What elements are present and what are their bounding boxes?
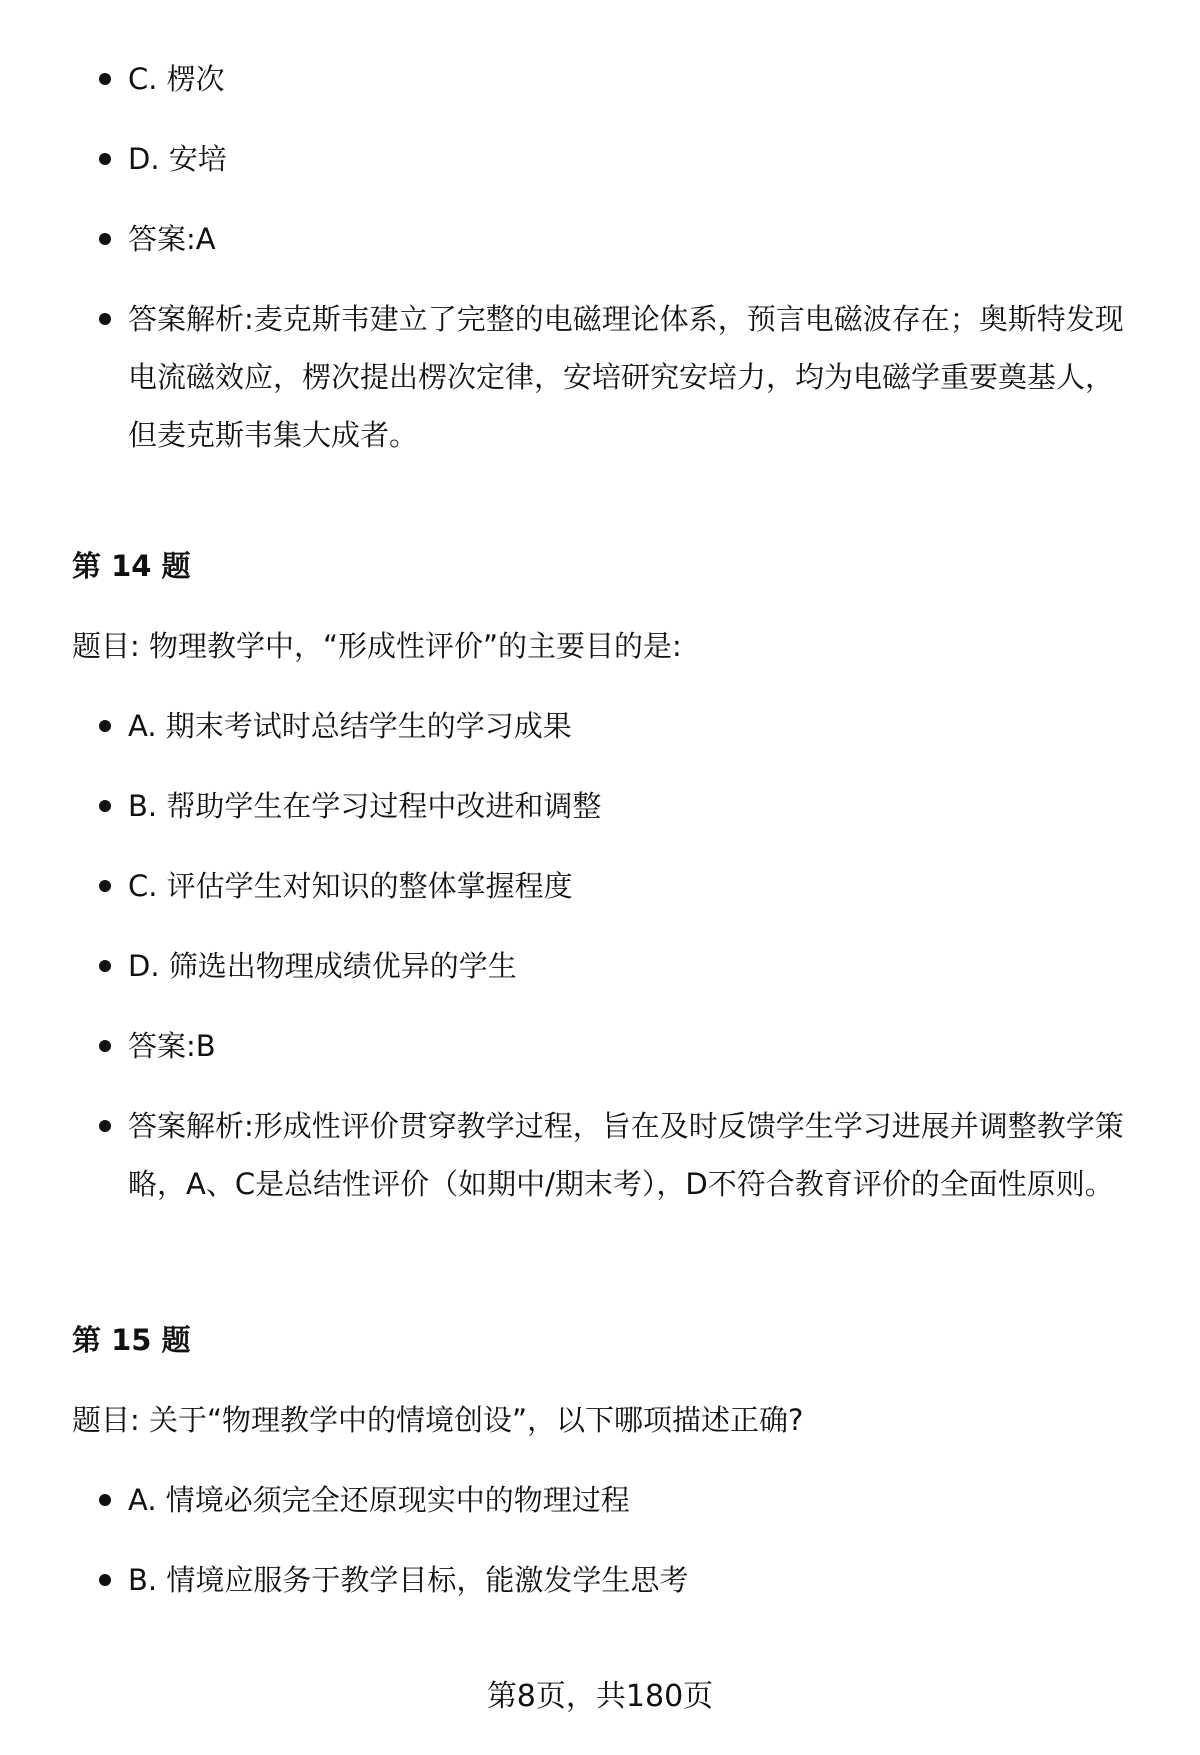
question-14-options xyxy=(0,697,1200,1213)
option-text: B. 情境应服务于教学目标，能激发学生思考 xyxy=(128,1563,689,1597)
explanation xyxy=(0,1097,1200,1213)
bullet-icon xyxy=(99,1120,111,1132)
option-text: C. 楞次 xyxy=(128,62,225,96)
question-15-options xyxy=(0,1471,1200,1609)
question-heading: 第 15 题 xyxy=(72,1323,191,1357)
page-number: 第8页，共180页 xyxy=(486,1679,714,1714)
question-14 xyxy=(0,537,1200,1213)
option-text: A. 情境必须完全还原现实中的物理过程 xyxy=(128,1483,630,1517)
bullet-icon xyxy=(99,960,111,972)
option-text: C. 评估学生对知识的整体掌握程度 xyxy=(128,869,573,903)
option-c xyxy=(0,50,1200,108)
answer xyxy=(0,1017,1200,1075)
option-d xyxy=(0,937,1200,995)
bullet-icon xyxy=(99,153,111,165)
option-text: A. 期末考试时总结学生的学习成果 xyxy=(128,709,572,743)
option-d xyxy=(0,130,1200,188)
bullet-icon xyxy=(99,720,111,732)
explanation-text: 答案解析:形成性评价贯穿教学过程，旨在及时反馈学生学习进展并调整教学策略，A、C是总结性评价（如期中/期末考），D不符合教育评价的全面性原则。 xyxy=(128,1109,1124,1201)
bullet-icon xyxy=(99,233,111,245)
bullet-icon xyxy=(99,1494,111,1506)
explanation-text: 答案解析:麦克斯韦建立了完整的电磁理论体系，预言电磁波存在；奥斯特发现电流磁效应，楞次提出楞次定律，安培研究安培力，均为电磁学重要奠基人，但麦克斯韦集大成者。 xyxy=(128,302,1124,452)
bullet-icon xyxy=(99,313,111,325)
question-15 xyxy=(0,1311,1200,1609)
bullet-icon xyxy=(99,800,111,812)
option-text: D. 安培 xyxy=(128,142,227,176)
option-text: B. 帮助学生在学习过程中改进和调整 xyxy=(128,789,602,823)
question-prompt: 题目: 物理教学中，“形成性评价”的主要目的是: xyxy=(72,629,682,663)
bullet-icon xyxy=(99,1574,111,1586)
question-13-options xyxy=(0,50,1200,464)
bullet-icon xyxy=(99,1040,111,1052)
question-heading: 第 14 题 xyxy=(72,549,191,583)
question-prompt: 题目: 关于“物理教学中的情境创设”，以下哪项描述正确? xyxy=(72,1403,804,1437)
answer-text: 答案:B xyxy=(128,1029,216,1063)
page-footer xyxy=(0,1672,1200,1722)
option-b xyxy=(0,1551,1200,1609)
option-c xyxy=(0,857,1200,915)
option-text: D. 筛选出物理成绩优异的学生 xyxy=(128,949,517,983)
bullet-icon xyxy=(99,73,111,85)
explanation xyxy=(0,290,1200,464)
question-13-tail xyxy=(0,50,1200,464)
answer xyxy=(0,210,1200,268)
bullet-icon xyxy=(99,880,111,892)
option-a xyxy=(0,1471,1200,1529)
option-a xyxy=(0,697,1200,755)
option-b xyxy=(0,777,1200,835)
answer-text: 答案:A xyxy=(128,222,216,256)
